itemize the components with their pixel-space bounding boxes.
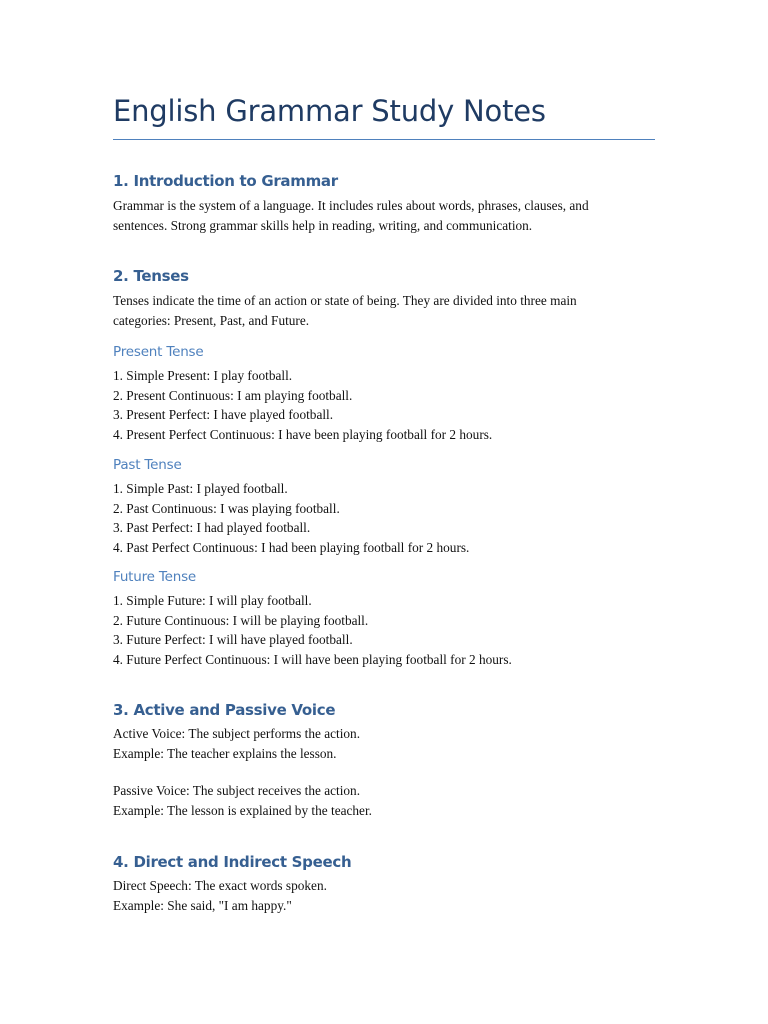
direct-speech-paragraph	[113, 876, 658, 915]
paragraph-line: categories: Present, Past, and Future.	[113, 312, 310, 328]
paragraph-line: Passive Voice: The subject receives the action.	[113, 783, 361, 798]
active-voice-paragraph	[113, 724, 658, 763]
passive-voice-paragraph	[113, 781, 658, 820]
title-divider	[113, 139, 655, 140]
paragraph-line: Example: She said, "I am happy."	[113, 897, 292, 913]
paragraph-line: Grammar is the system of a language. It includes rules about words, phrases, clauses, and	[113, 198, 589, 213]
document-title: English Grammar Study Notes	[113, 94, 546, 128]
subheading-future-tense: Future Tense	[113, 569, 197, 585]
list-item: 4. Future Perfect Continuous: I will have been playing football for 2 hours.	[113, 651, 512, 667]
tenses-paragraph	[113, 291, 658, 330]
subheading-past-tense: Past Tense	[113, 457, 182, 473]
list-item: 1. Simple Future: I will play football.	[113, 593, 312, 608]
list-item: 4. Past Perfect Continuous: I had been playing football for 2 hours.	[113, 539, 470, 555]
paragraph-line: Tenses indicate the time of an action or state of being. They are divided into three main	[113, 293, 577, 308]
list-item: 2. Present Continuous: I am playing football.	[113, 387, 353, 403]
introduction-paragraph	[113, 196, 658, 235]
paragraph-line: Active Voice: The subject performs the action.	[113, 726, 361, 741]
list-item: 3. Past Perfect: I had played football.	[113, 520, 311, 535]
list-item: 1. Simple Present: I play football.	[113, 368, 293, 383]
present-tense-list	[113, 366, 658, 444]
list-item: 2. Future Continuous: I will be playing football.	[113, 612, 369, 628]
past-tense-list	[113, 479, 658, 557]
future-tense-list	[113, 591, 658, 669]
subheading-present-tense: Present Tense	[113, 344, 204, 360]
list-item: 3. Future Perfect: I will have played football.	[113, 632, 353, 647]
section-heading-voice: 3. Active and Passive Voice	[113, 701, 336, 719]
list-item: 3. Present Perfect: I have played football.	[113, 407, 334, 422]
section-heading-speech: 4. Direct and Indirect Speech	[113, 853, 352, 871]
list-item: 4. Present Perfect Continuous: I have been playing football for 2 hours.	[113, 426, 493, 442]
paragraph-line: Example: The lesson is explained by the teacher.	[113, 802, 372, 818]
paragraph-line: Example: The teacher explains the lesson.	[113, 745, 337, 761]
section-heading-introduction: 1. Introduction to Grammar	[113, 172, 338, 190]
paragraph-line: sentences. Strong grammar skills help in reading, writing, and communication.	[113, 217, 533, 233]
paragraph-line: Direct Speech: The exact words spoken.	[113, 878, 327, 893]
list-item: 2. Past Continuous: I was playing football.	[113, 500, 340, 516]
list-item: 1. Simple Past: I played football.	[113, 481, 288, 496]
section-heading-tenses: 2. Tenses	[113, 267, 189, 285]
